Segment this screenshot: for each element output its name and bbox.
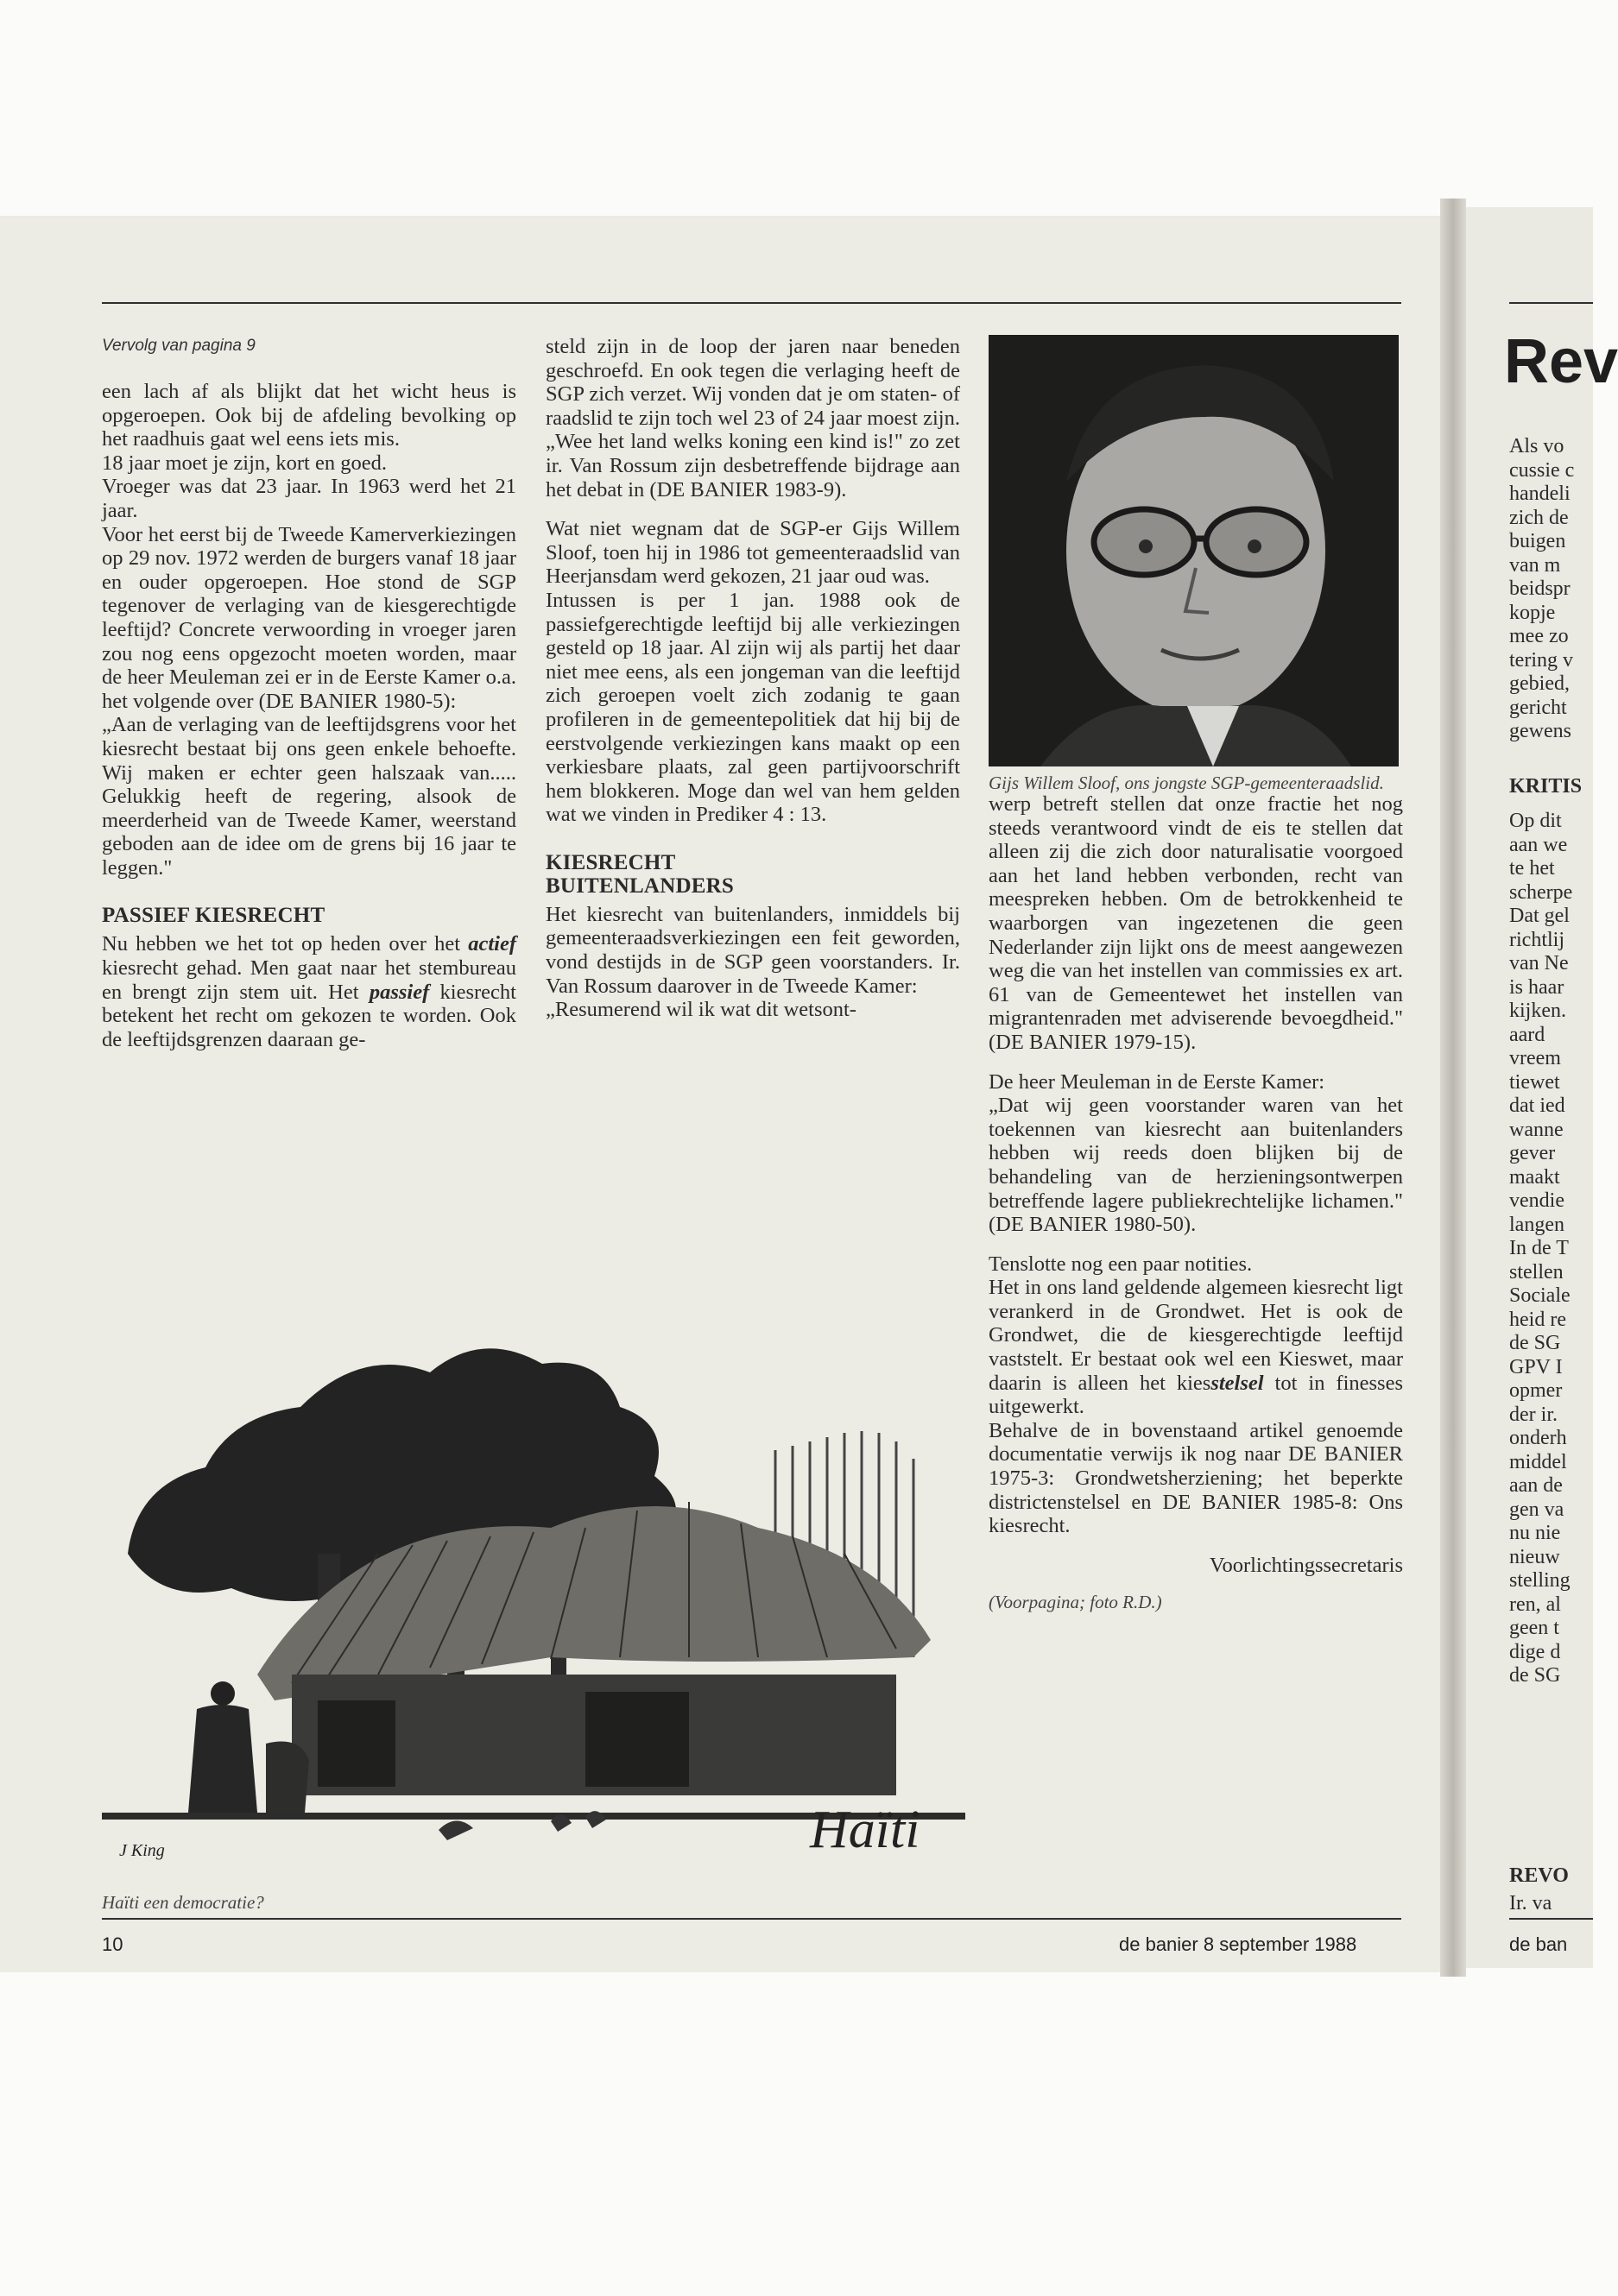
facing-page-line: Als vo — [1509, 435, 1564, 457]
facing-page-line: GPV I — [1509, 1355, 1563, 1378]
facing-page-line: zich de — [1509, 506, 1569, 529]
facing-page-line: gewens — [1509, 720, 1571, 742]
facing-page-line: van m — [1509, 553, 1561, 577]
continued-note: Vervolg van pagina 9 — [102, 337, 256, 355]
facing-page-line: dige d — [1509, 1640, 1561, 1663]
section-heading: PASSIEF KIESRECHT — [102, 904, 325, 928]
paragraph: Het kiesrecht van buitenlanders, inmiddels bij gemeenteraadsverkiezingen een feit geworden, vond destijds in de SGP geen voorstanders. Ir. Van Rossum daarover in de Tweede Kamer: — [546, 902, 960, 998]
photo-caption: Gijs Willem Sloof, ons jongste SGP-gemeenteraadslid. — [989, 773, 1384, 793]
facing-page-line: langen — [1509, 1213, 1564, 1236]
facing-page-line: middel — [1509, 1450, 1567, 1473]
facing-page-text-2 — [1509, 810, 1593, 1688]
page-spine — [1440, 199, 1466, 1977]
emphasis: stelsel — [1210, 1371, 1264, 1395]
top-rule-right — [1509, 302, 1593, 304]
issue-footer: de banier 8 september 1988 — [1119, 1933, 1357, 1955]
facing-page-line: richtlij — [1509, 928, 1564, 951]
paragraph: 18 jaar moet je zijn, kort en goed. — [102, 451, 387, 475]
haiti-illustration — [102, 1295, 965, 1873]
bottom-rule — [102, 1918, 1401, 1920]
facing-page-line: vreem — [1509, 1047, 1561, 1069]
facing-page-line: gericht — [1509, 696, 1567, 719]
facing-page-line: van Ne — [1509, 952, 1569, 975]
facing-page-line: kopje — [1509, 601, 1556, 624]
artist-signature: J King — [119, 1841, 165, 1860]
facing-page-line: der ir. — [1509, 1403, 1558, 1426]
facing-page-line: heid re — [1509, 1308, 1566, 1331]
facing-page-line: aan we — [1509, 833, 1568, 856]
facing-page-line: de SG — [1509, 1664, 1561, 1687]
facing-page-line: dat ied — [1509, 1094, 1565, 1117]
paragraph: Intussen is per 1 jan. 1988 ook de passiefgerechtigde leeftijd bij alle verkiezingen gesteld op 18 jaar. Al zijn wij als partij het daar niet mee eens, als een jongeman van die leeftijd zich geroepen voelt zich zodanig te gaan profileren in de gemeentepolitiek dat hij bij de eerstvolgende verkiezingen kans maakt op een verkiesbare plaats, zal geen partijvoorschrift hem blokkeren. Moge dan wel van hem gelden wat we vinden in Prediker 4 : 13. — [546, 588, 960, 827]
facing-page-line: geen t — [1509, 1617, 1559, 1639]
facing-page-line: Sociale — [1509, 1284, 1571, 1307]
paragraph: Nu hebben we het tot op heden over het actief kiesrecht gehad. Men gaat naar het stembureau en brengt zijn stem uit. Het passief kiesrecht betekent het recht om gekozen te worden. Ook de leeftijdsgrenzen daaraan ge- — [102, 932, 516, 1051]
facing-page-line: Ir. va — [1509, 1892, 1552, 1914]
quote: „Aan de verlaging van de leeftijdsgrens voor het kiesrecht bestaat bij ons geen enkele behoefte. Wij maken er echter geen halszaak van..... Gelukkig heeft de regering, alsook de meerderheid van de Tweede Kamer, weerstand geboden aan de idee om de grens bij 16 jaar te leggen." — [102, 713, 516, 880]
paragraph: Behalve de in bovenstaand artikel genoemde documentatie verwijs ik nog naar DE BANIER 1975-3: Grondwetsherziening; het beperkte districtenstelsel en DE BANIER 1985-8: Ons kiesrecht. — [989, 1418, 1403, 1538]
article-column-3 — [989, 773, 1403, 1612]
facing-page-line: nu nie — [1509, 1522, 1561, 1544]
facing-page-line: de SG — [1509, 1332, 1561, 1354]
facing-page-line: maakt — [1509, 1165, 1560, 1189]
facing-page-line: aan de — [1509, 1474, 1563, 1497]
facing-page-line: tiewet — [1509, 1070, 1560, 1094]
illustration-caption: Haïti een democratie? — [102, 1892, 264, 1913]
facing-page-line: Dat gel — [1509, 905, 1570, 927]
facing-page-line: Op dit — [1509, 810, 1562, 832]
paragraph: Voor het eerst bij de Tweede Kamerverkiezingen op 29 nov. 1972 werden de burgers vanaf 18 jaar en ouder opgeroepen. Hoe stond de SGP tegenover de verlaging van de kiesgerechtigde leeftijd? Concrete verwoording in vroeger jaren zou nog eens opgezocht moeten worden, maar de heer Meuleman zei er in de Eerste Kamer o.a. het volgende over (DE BANIER 1980-5): — [102, 522, 516, 713]
facing-page-line: ren, al — [1509, 1593, 1561, 1616]
facing-page-headline: Rev — [1504, 327, 1618, 396]
facing-page-heading: REVO — [1509, 1864, 1569, 1887]
quote: „Dat wij geen voorstander waren van het toekennen van kiesrecht aan buitenlanders hebben wij reeds doen blijken bij de behandeling van de herzieningsontwerpen betreffende lagere publiekrechtelijke lichamen." (DE BANIER 1980-50). — [989, 1094, 1403, 1237]
facing-page-line: In de T — [1509, 1237, 1569, 1259]
facing-page-line: handeli — [1509, 483, 1571, 505]
facing-page-line: beidspr — [1509, 577, 1571, 600]
emphasis: actief — [468, 932, 516, 956]
paragraph: een lach af als blijkt dat het wicht heus is opgeroepen. Ook bij de afdeling bevolking op het raadhuis gaat wel eens iets mis. — [102, 380, 516, 451]
article-column-2 — [546, 335, 960, 1022]
page-number: 10 — [102, 1933, 123, 1955]
illustration-title: Haïti — [810, 1801, 920, 1859]
author-signature: Voorlichtingssecretaris — [1209, 1553, 1403, 1577]
portrait-photo — [989, 335, 1399, 766]
emphasis: passief — [369, 980, 430, 1004]
facing-page-line: vendie — [1509, 1189, 1564, 1212]
facing-page-line: is haar — [1509, 975, 1564, 999]
article-column-1 — [102, 380, 516, 1051]
paragraph: De heer Meuleman in de Eerste Kamer: — [989, 1069, 1325, 1094]
facing-page-line: kijken. — [1509, 1000, 1566, 1022]
bottom-rule-right — [1509, 1918, 1593, 1920]
paragraph: werp betreft stellen dat onze fractie het nog steeds verantwoord vindt de eis te stellen dat alleen zij die zich door naturalisatie voorgoed aan het land hebben verbonden, recht van meespreken hebben. Om de betrokkenheid te waarborgen van ingezetenen die geen Nederlander zijn lijkt ons de meest aangewezen weg die van het instellen van commissies ex art. 61 van de Gemeentewet het instellen van migrantenraden met adviserende bevoegdheid." (DE BANIER 1979-15). — [989, 792, 1403, 1054]
facing-page-line: opmer — [1509, 1379, 1563, 1402]
facing-page-line: mee zo — [1509, 625, 1569, 647]
facing-page-line: gever — [1509, 1142, 1556, 1164]
facing-page-line: cussie c — [1509, 458, 1575, 482]
facing-page-line: buigen — [1509, 530, 1566, 552]
facing-page-line: stelling — [1509, 1569, 1571, 1592]
top-rule — [102, 302, 1401, 304]
facing-page-line: scherpe — [1509, 880, 1573, 904]
facing-page-line: aard — [1509, 1023, 1545, 1046]
paragraph: steld zijn in de loop der jaren naar beneden geschroefd. En ook tegen die verlaging heeft de SGP zich verzet. Wij vonden dat je om staten- of raadslid te zijn toch wel 23 of 24 jaar moest zijn. „Wee het land welks koning een kind is!" zo zet ir. Van Rossum zijn desbetreffende bijdrage aan het debat in (DE BANIER 1983-9). — [546, 335, 960, 501]
facing-page-line: onderh — [1509, 1427, 1567, 1449]
facing-page-line: nieuw — [1509, 1545, 1560, 1568]
facing-page-line: tering v — [1509, 648, 1573, 672]
paragraph: „Resumerend wil ik wat dit wetsont- — [546, 998, 856, 1022]
photo-credit: (Voorpagina; foto R.D.) — [989, 1592, 1162, 1613]
facing-page-line: gen va — [1509, 1498, 1564, 1521]
paragraph: Het in ons land geldende algemeen kiesrecht ligt verankerd in de Grondwet. Het is ook de Grondwet, die de kiesgerechtigde leeftijd vaststelt. Er bestaat ook wel een Kieswet, maar daarin is alleen het kiesstelsel tot in finesses uitgewerkt. — [989, 1276, 1403, 1419]
section-heading: KIESRECHT BUITENLANDERS — [546, 850, 734, 898]
facing-page-line: stellen — [1509, 1260, 1564, 1284]
paragraph: Wat niet wegnam dat de SGP-er Gijs Willem Sloof, toen hij in 1986 tot gemeenteraadslid van Heerjansdam werd gekozen, 21 jaar oud was. — [546, 517, 960, 589]
facing-page-text-1 — [1509, 435, 1593, 744]
facing-page-heading: KRITIS — [1509, 775, 1583, 798]
facing-page-footer: de ban — [1509, 1933, 1568, 1955]
facing-page-line: gebied, — [1509, 672, 1570, 695]
paragraph: Tenslotte nog een paar notities. — [989, 1252, 1253, 1276]
portrait-illustration — [989, 335, 1399, 766]
paragraph: Vroeger was dat 23 jaar. In 1963 werd het 21 jaar. — [102, 475, 516, 522]
facing-page-line: wanne — [1509, 1118, 1564, 1141]
facing-page-line: te het — [1509, 857, 1555, 880]
